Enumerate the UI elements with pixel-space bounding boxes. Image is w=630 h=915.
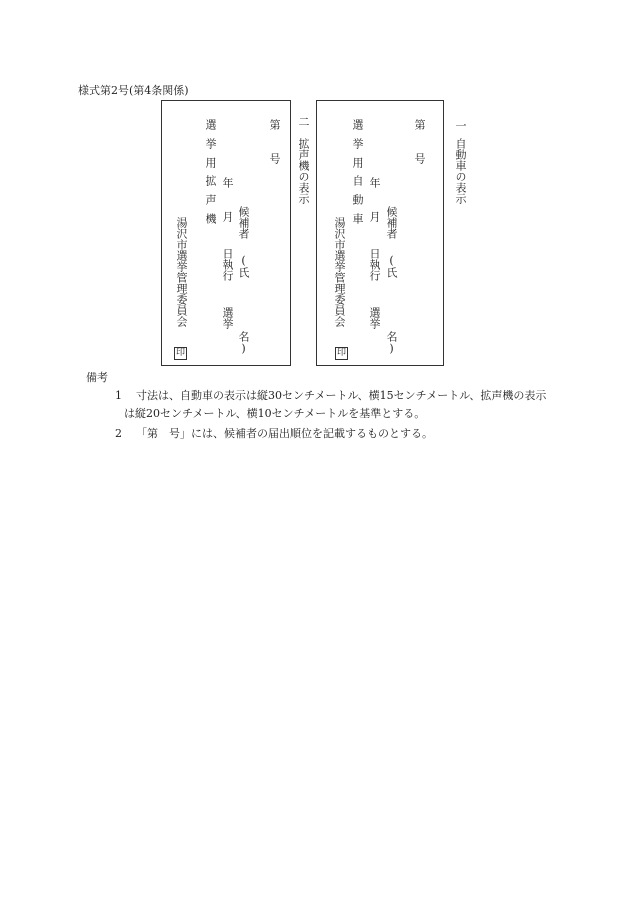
heading-vehicle-label: 自動車の表示	[454, 138, 467, 204]
vehicle-go: 号	[413, 153, 426, 164]
speaker-mei: 名)	[237, 331, 250, 355]
speaker-kouhosha: 候補者	[237, 206, 250, 239]
speaker-sign-panel	[161, 100, 291, 366]
speaker-committee: 湯沢市選挙管理委員会	[175, 217, 188, 327]
speaker-seal: 印	[176, 348, 186, 358]
heading-vehicle-sign	[454, 116, 467, 135]
vehicle-purpose-item: 自動車	[351, 175, 364, 232]
note-2-number: 2	[115, 427, 122, 440]
note-1-line-2: は縦20センチメートル、横10センチメートルを基準とする。	[124, 407, 426, 420]
vehicle-seal: 印	[337, 348, 347, 358]
form-title: 様式第2号(第4条関係)	[78, 84, 189, 97]
vehicle-kouhosha: 候補者	[385, 206, 398, 239]
speaker-senkyo: 選挙	[221, 307, 234, 329]
heading-speaker-label: 拡声機の表示	[297, 138, 310, 204]
vehicle-shi: (氏	[385, 254, 398, 278]
heading-speaker-number: 二	[297, 116, 310, 127]
note-1-line-1: 寸法は、自動車の表示は縦30センチメートル、横15センチメートル、拡声機の表示	[136, 389, 547, 402]
heading-vehicle-number: 一	[454, 120, 467, 131]
vehicle-committee: 湯沢市選挙管理委員会	[333, 217, 346, 327]
vehicle-purpose-senkyoyou: 選挙用	[351, 119, 364, 176]
notes-heading: 備考	[86, 371, 108, 384]
speaker-dai: 第	[268, 119, 281, 130]
note-1-number: 1	[115, 389, 122, 402]
speaker-purpose-senkyoyou: 選挙用	[204, 119, 217, 176]
vehicle-nen: 年	[368, 177, 381, 188]
vehicle-sign-panel	[316, 100, 444, 366]
vehicle-tsuki: 月	[368, 211, 381, 222]
speaker-shi: (氏	[237, 254, 250, 278]
vehicle-mei: 名)	[385, 331, 398, 355]
vehicle-senkyo: 選挙	[368, 307, 381, 329]
speaker-nen: 年	[221, 177, 234, 188]
speaker-hi-shikko: 日執行	[221, 248, 234, 281]
speaker-go: 号	[268, 153, 281, 164]
vehicle-hi-shikko: 日執行	[368, 248, 381, 281]
speaker-purpose-item: 拡声機	[204, 175, 217, 232]
note-2-line-1: 「第 号」には、候補者の届出順位を記載するものとする。	[136, 427, 433, 440]
vehicle-dai: 第	[413, 119, 426, 130]
speaker-tsuki: 月	[221, 211, 234, 222]
